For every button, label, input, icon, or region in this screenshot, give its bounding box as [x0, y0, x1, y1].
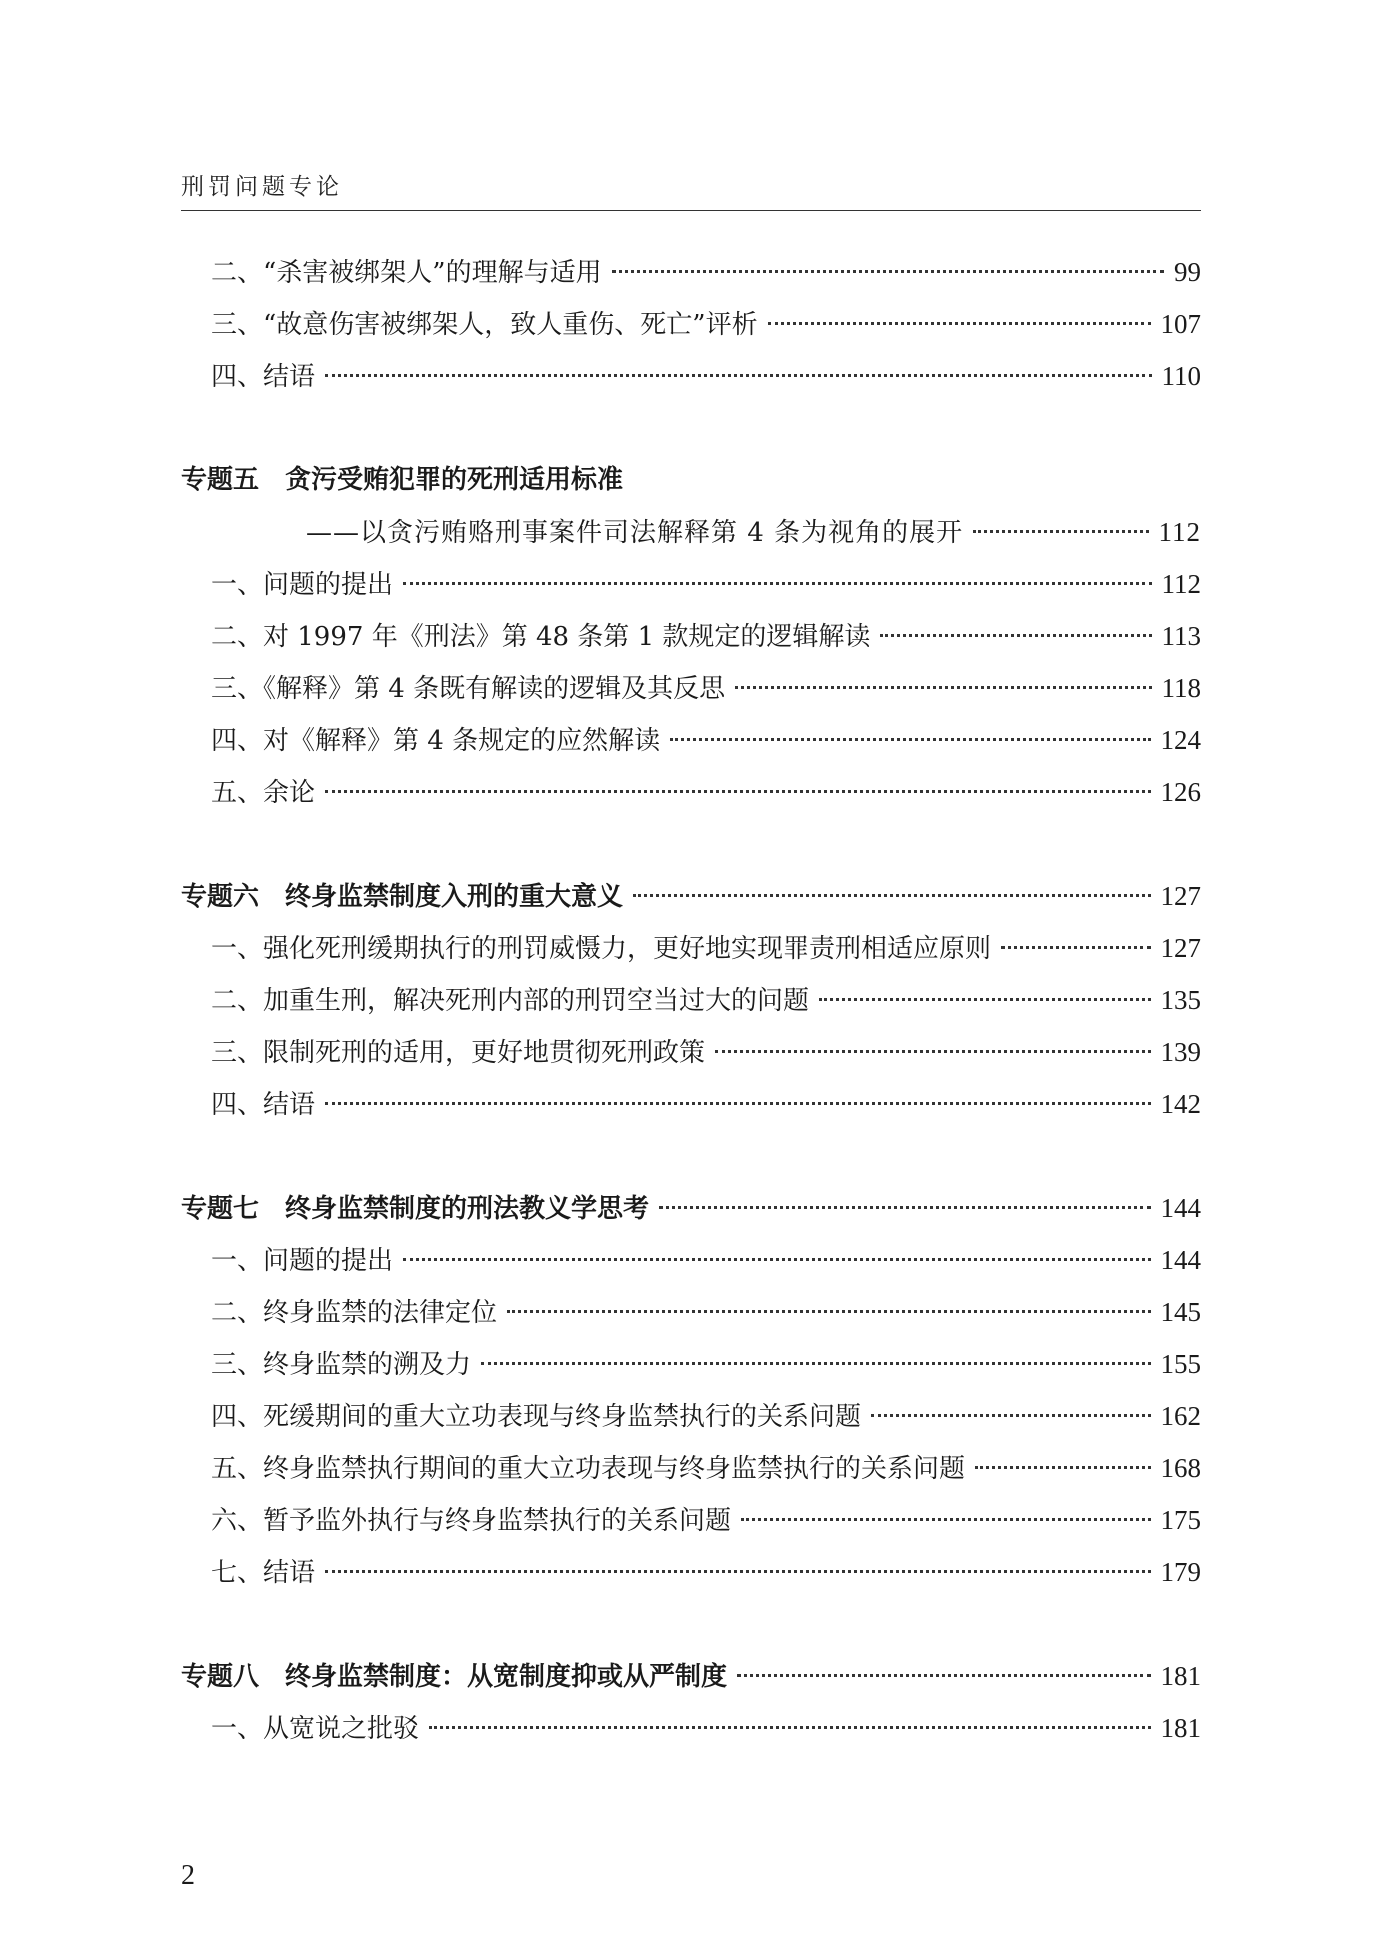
toc-entry-label: 四、结语 — [211, 362, 316, 392]
toc-entry-label: 二、终身监禁的法律定位 — [211, 1298, 498, 1328]
header-rule — [181, 210, 1201, 211]
leader-dots — [737, 1674, 1150, 1677]
toc-entry-page: 168 — [1160, 1453, 1201, 1483]
leader-dots — [819, 998, 1150, 1001]
toc-entry-page: 144 — [1160, 1245, 1201, 1275]
leader-dots — [325, 1570, 1150, 1573]
toc-entry[interactable] — [181, 922, 1201, 974]
section-gap — [181, 1598, 1201, 1650]
toc-entry-page: 142 — [1160, 1089, 1201, 1119]
leader-dots — [871, 1414, 1150, 1417]
toc-entry[interactable] — [181, 558, 1201, 610]
toc-entry[interactable] — [181, 610, 1201, 662]
toc-entry[interactable] — [181, 1702, 1201, 1754]
toc-entry[interactable] — [181, 350, 1201, 402]
toc-entry-label: 一、问题的提出 — [211, 570, 394, 600]
toc-entry-page: 145 — [1160, 1297, 1201, 1327]
toc-entry-label: 四、对《解释》第 4 条规定的应然解读 — [211, 726, 661, 756]
toc-entry-label: 一、强化死刑缓期执行的刑罚威慑力，更好地实现罪责刑相适应原则 — [211, 934, 992, 964]
toc-entry-page: 112 — [1161, 569, 1201, 599]
toc-entry-page: 175 — [1160, 1505, 1201, 1535]
toc-entry-page: 118 — [1161, 673, 1201, 703]
toc-entry[interactable] — [181, 1234, 1201, 1286]
table-of-contents — [181, 246, 1201, 1754]
toc-entry-page: 99 — [1174, 257, 1201, 287]
running-head: 刑罚问题专论 — [181, 174, 343, 200]
toc-entry-page: 181 — [1160, 1713, 1201, 1743]
toc-entry-label: 五、余论 — [211, 778, 316, 808]
toc-entry-page: 113 — [1161, 621, 1201, 651]
leader-dots — [325, 374, 1151, 377]
toc-entry[interactable] — [181, 662, 1201, 714]
toc-entry[interactable] — [181, 766, 1201, 818]
toc-entry-page: 126 — [1160, 777, 1201, 807]
toc-entry-page: 110 — [1161, 361, 1201, 391]
leader-dots — [880, 634, 1151, 637]
leader-dots — [633, 894, 1150, 897]
leader-dots — [659, 1206, 1150, 1209]
leader-dots — [507, 1310, 1150, 1313]
toc-entry-label: 三、终身监禁的溯及力 — [211, 1350, 472, 1380]
leader-dots — [715, 1050, 1150, 1053]
toc-chapter-heading[interactable] — [181, 1182, 1201, 1234]
page-number: 2 — [181, 1860, 195, 1891]
leader-dots — [670, 738, 1150, 741]
toc-chapter-label: 专题六 终身监禁制度入刑的重大意义 — [181, 882, 624, 912]
toc-entry-label: 四、结语 — [211, 1090, 316, 1120]
toc-chapter-heading[interactable] — [181, 1650, 1201, 1702]
toc-chapter-label: 专题八 终身监禁制度：从宽制度抑或从严制度 — [181, 1662, 728, 1692]
toc-entry-label: 三、限制死刑的适用，更好地贯彻死刑政策 — [211, 1038, 706, 1068]
toc-entry[interactable] — [181, 1390, 1201, 1442]
toc-chapter-subtitle[interactable] — [181, 506, 1201, 558]
toc-entry-page: 112 — [1158, 517, 1201, 547]
toc-entry-label: 三、《解释》第 4 条既有解读的逻辑及其反思 — [211, 674, 726, 704]
toc-entry[interactable] — [181, 1494, 1201, 1546]
leader-dots — [403, 1258, 1150, 1261]
leader-dots — [768, 322, 1151, 325]
section-gap — [181, 818, 1201, 870]
toc-entry-page: 139 — [1160, 1037, 1201, 1067]
leader-dots — [973, 530, 1148, 533]
toc-entry-label: 六、暂予监外执行与终身监禁执行的关系问题 — [211, 1506, 732, 1536]
toc-entry-label: 一、问题的提出 — [211, 1246, 394, 1276]
leader-dots — [325, 790, 1150, 793]
leader-dots — [1001, 946, 1150, 949]
toc-entry-page: 162 — [1160, 1401, 1201, 1431]
toc-entry-page: 127 — [1160, 881, 1201, 911]
toc-entry-label: 四、死缓期间的重大立功表现与终身监禁执行的关系问题 — [211, 1402, 862, 1432]
toc-entry[interactable] — [181, 1338, 1201, 1390]
toc-entry-label: 三、“故意伤害被绑架人，致人重伤、死亡”评析 — [211, 310, 758, 340]
leader-dots — [325, 1102, 1150, 1105]
toc-entry[interactable] — [181, 1286, 1201, 1338]
toc-entry[interactable] — [181, 1026, 1201, 1078]
leader-dots — [735, 686, 1151, 689]
toc-entry-page: 144 — [1160, 1193, 1201, 1223]
toc-entry-page: 127 — [1160, 933, 1201, 963]
toc-entry[interactable] — [181, 246, 1201, 298]
toc-entry[interactable] — [181, 714, 1201, 766]
toc-entry-label: 七、结语 — [211, 1558, 316, 1588]
toc-chapter-heading[interactable] — [181, 870, 1201, 922]
leader-dots — [481, 1362, 1150, 1365]
section-gap — [181, 402, 1201, 454]
toc-entry-label: 二、“杀害被绑架人”的理解与适用 — [211, 258, 602, 288]
toc-entry[interactable] — [181, 1078, 1201, 1130]
toc-entry-page: 179 — [1160, 1557, 1201, 1587]
toc-entry[interactable] — [181, 298, 1201, 350]
toc-chapter-label: 专题七 终身监禁制度的刑法教义学思考 — [181, 1194, 650, 1224]
leader-dots — [741, 1518, 1150, 1521]
leader-dots — [975, 1466, 1150, 1469]
toc-entry-page: 181 — [1160, 1661, 1201, 1691]
toc-entry-label: 一、从宽说之批驳 — [211, 1714, 420, 1744]
toc-entry[interactable] — [181, 1442, 1201, 1494]
toc-subtitle-label: ——以贪污贿赂刑事案件司法解释第 4 条为视角的展开 — [306, 518, 964, 548]
toc-entry-label: 二、对 1997 年《刑法》第 48 条第 1 款规定的逻辑解读 — [211, 622, 871, 652]
leader-dots — [612, 270, 1164, 273]
toc-entry[interactable] — [181, 1546, 1201, 1598]
toc-entry-label: 五、终身监禁执行期间的重大立功表现与终身监禁执行的关系问题 — [211, 1454, 966, 1484]
toc-chapter-label: 专题五 贪污受贿犯罪的死刑适用标准 — [181, 465, 624, 495]
toc-chapter-heading[interactable] — [181, 454, 1201, 506]
toc-entry-page: 135 — [1160, 985, 1201, 1015]
toc-entry-page: 155 — [1160, 1349, 1201, 1379]
toc-entry-page: 124 — [1160, 725, 1201, 755]
section-gap — [181, 1130, 1201, 1182]
toc-entry-page: 107 — [1160, 309, 1201, 339]
toc-entry-label: 二、加重生刑，解决死刑内部的刑罚空当过大的问题 — [211, 986, 810, 1016]
toc-entry[interactable] — [181, 974, 1201, 1026]
leader-dots — [403, 582, 1151, 585]
leader-dots — [429, 1726, 1150, 1729]
